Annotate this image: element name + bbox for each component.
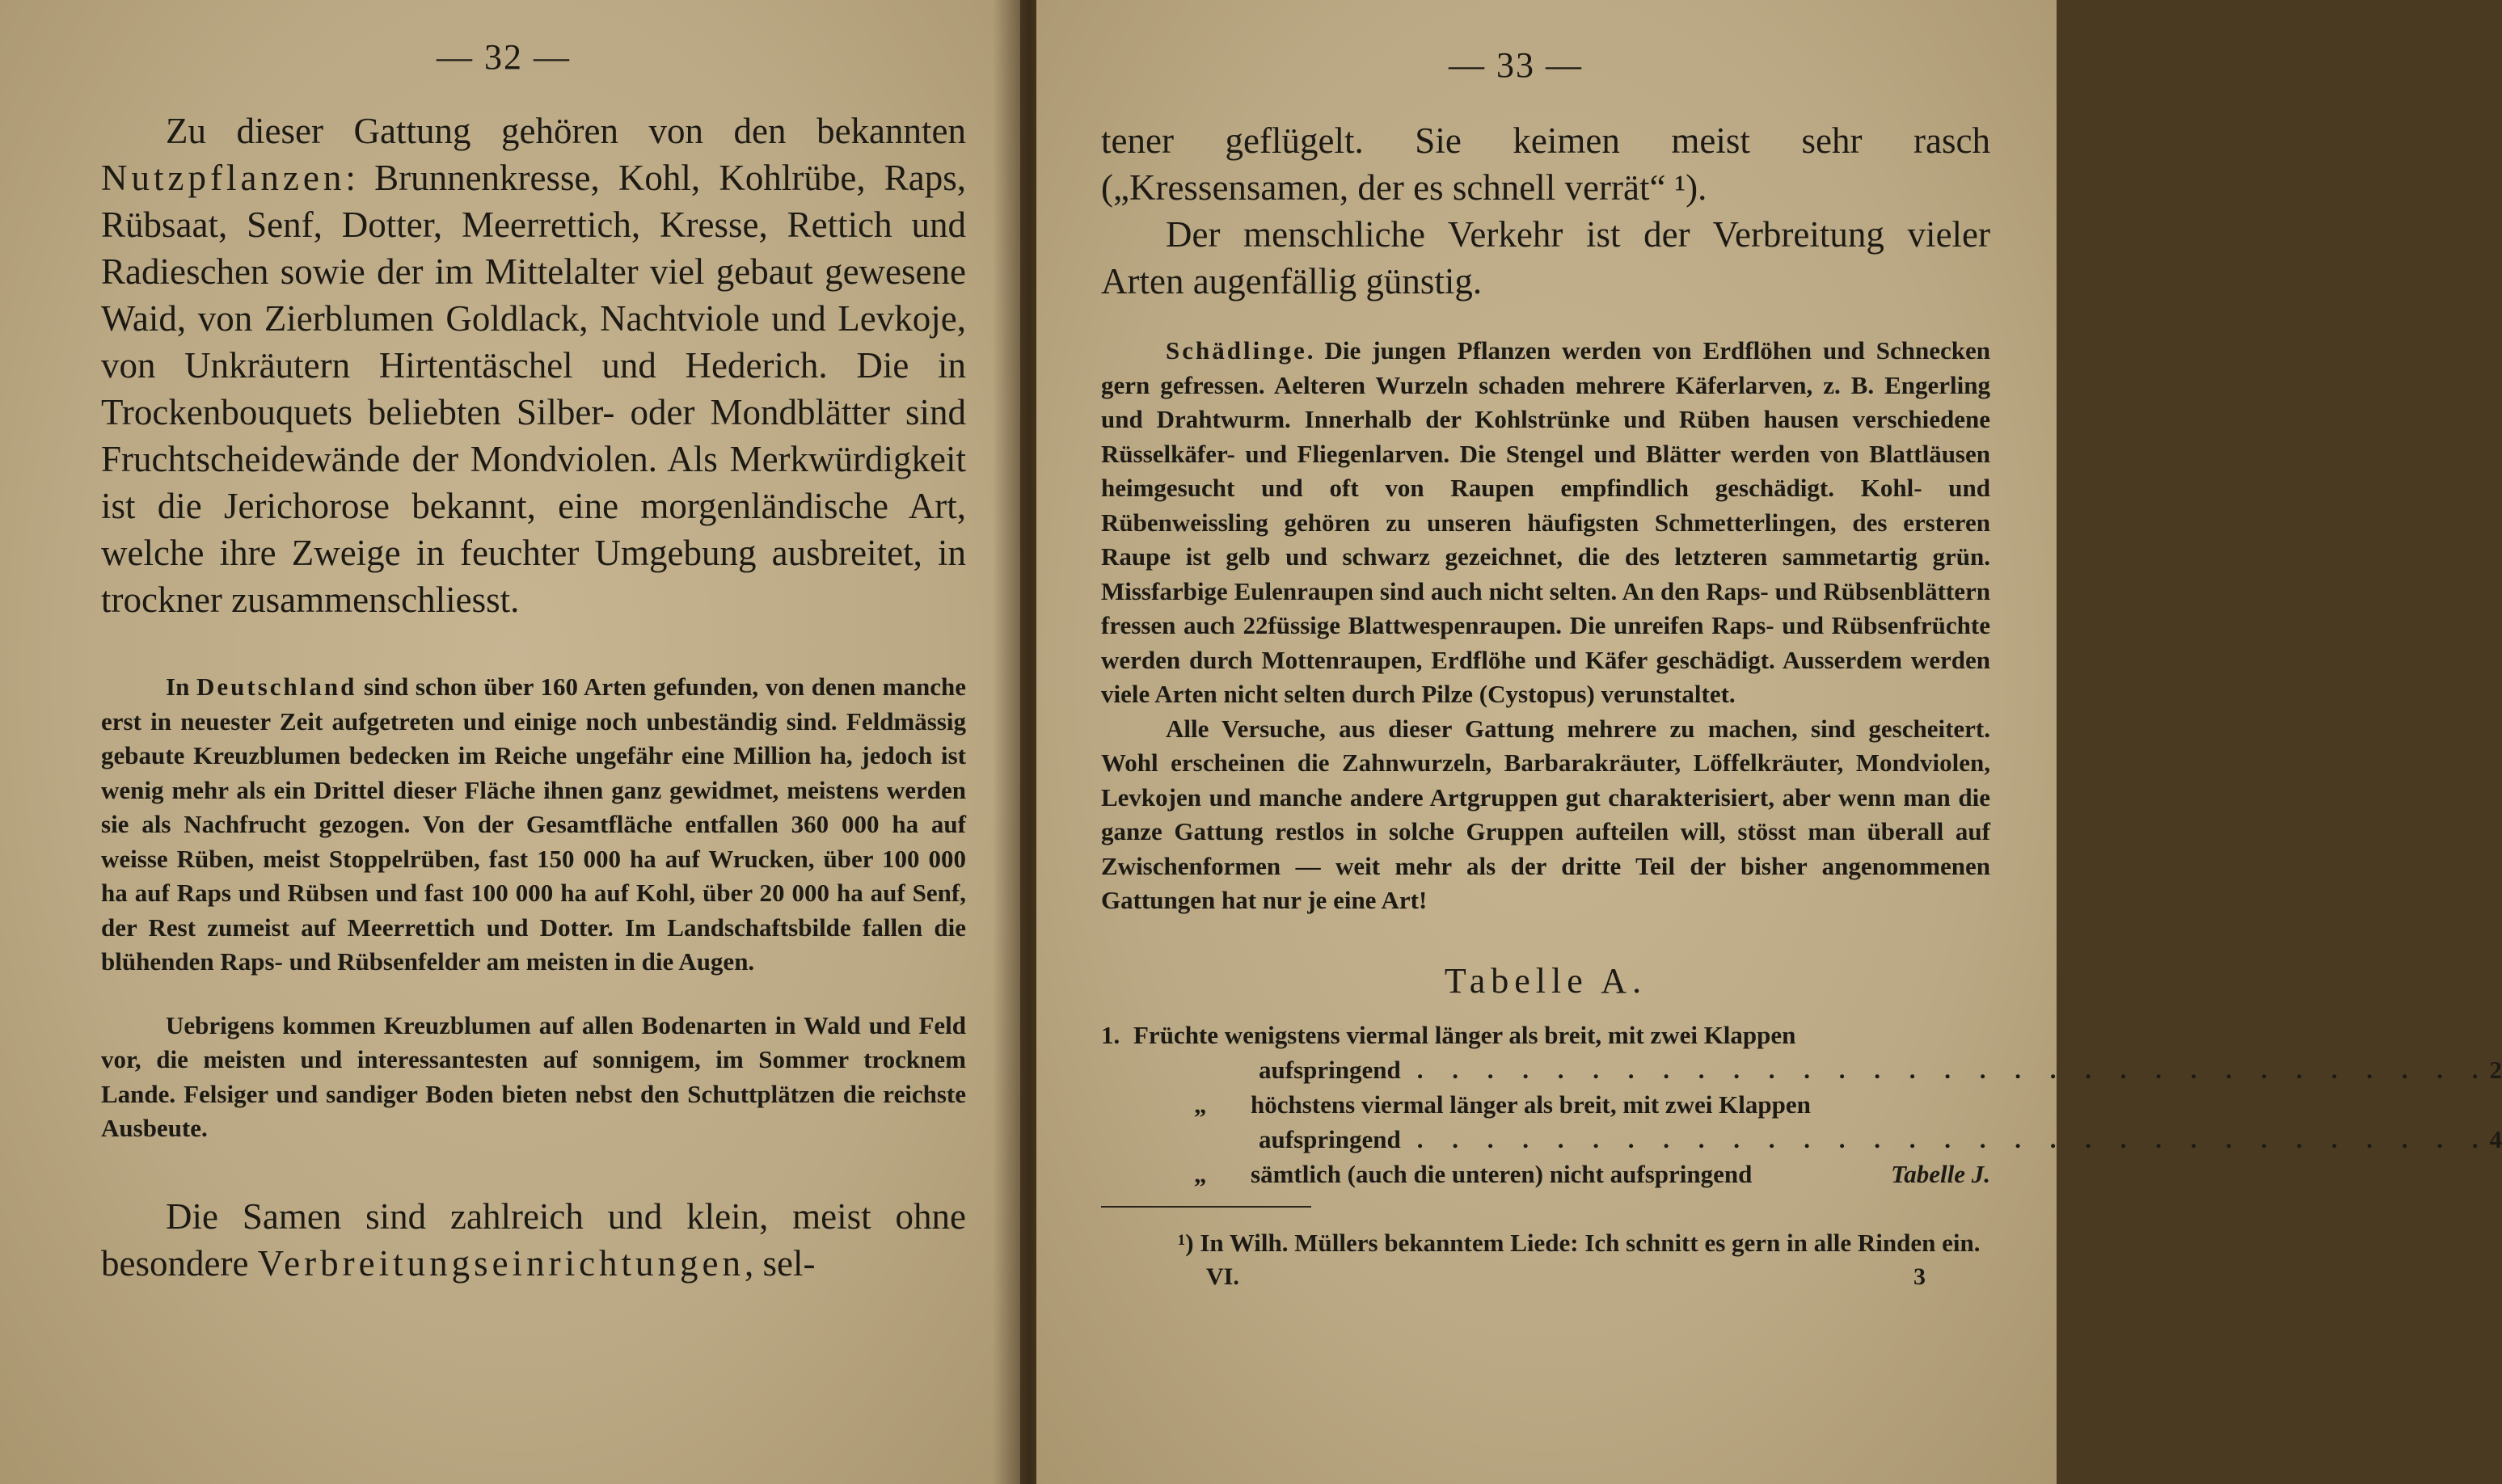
table-row-continuation — [1101, 1122, 2502, 1157]
paragraph-bodenarten: Uebrigens kommen Kreuzblumen auf allen Bodenarten in Wald und Feld vor, die meisten und interessantesten auf sonnigem, im Sommer trocknem Lande. Felsiger und sandiger Boden bieten nebst den Schuttplätzen die reichste Ausbeute. — [101, 1010, 966, 1142]
text-run: sind schon über 160 Arten gefunden, von denen manche erst in neuester Zeit aufgetreten und einige noch unbeständig sind. Feldmässig gebaute Kreuzblumen bedecken im Reiche ungefähr eine Million ha, jedoch ist wenig mehr als ein Drittel dieser Fläche ihnen ganz gewidmet, meistens werden sie als Nachfrucht gezogen. Von der Gesamtfläche entfallen 360 000 ha auf weisse Rüben, meist Stoppelrüben, fast 150 000 ha auf Wrucken, über 100 000 ha auf Raps und Rübsen und fast 100 000 ha auf Kohl, über 20 000 ha auf Senf, der Rest zumeist auf Meerrettich und Dotter. Im Landschaftsbilde fallen die blühenden Raps- und Rübsenfelder am meisten in die Augen. — [101, 672, 966, 976]
paragraph-samen — [101, 1193, 966, 1287]
right-page — [1036, 0, 2502, 1484]
paragraph-nutzpflanzen — [101, 108, 966, 623]
paragraph-versuche: Alle Versuche, aus dieser Gattung mehrere zu machen, sind gescheitert. Wohl erscheinen die Zahnwurzeln, Barbarakräuter, Löffelkräuter, Mondviolen, Levkojen und manche andere Artgruppen gut charakterisiert, aber wenn man die ganze Gattung restlos in solche Gruppen aufteilen will, stösst man überall auf Zwischenformen — weit mehr als der dritte Teil der bisher angenommenen Gattungen hat nur je eine Art! — [1101, 714, 1990, 914]
signature-line — [1101, 1263, 1990, 1291]
signature-mark: VI. — [1206, 1263, 1239, 1290]
table-row — [1101, 1157, 1990, 1191]
spaced-term: Deutschland — [196, 672, 357, 701]
key-table — [1101, 1018, 2502, 1191]
spaced-term: Nutzpflanzen — [101, 158, 346, 198]
text-run: . Die jungen Pflanzen werden von Erdflöhen und Schnecken gern gefressen. Aelteren Wurzeln schaden mehrere Käferlarven, z. B. Engerling und Drahtwurm. Innerhalb der Kohlstrünke und Rüben hausen verschiedene Rüsselkäfer- und Fliegenlarven. Die Stengel und Blätter werden von Blattläusen heimgesucht und oft von Raupen empfindlich geschädigt. Kohl- und Rübenweissling gehören zu unseren häufigsten Schmetterlingen, des ersteren Raupe ist gelb und schwarz gezeichnet, die des letzteren sammetartig grün. Missfarbige Eulenraupen sind auch nicht selten. An den Raps- und Rübsenblättern fressen auch 22füssige Blattwespenraupen. Die unreifen Raps- und Rübsenfrüchte werden durch Mottenraupen, Erdflöhe und Käfer geschädigt. Ausserdem werden viele Arten nicht selten durch Pilze (Cystopus) verunstaltet. — [1101, 336, 1990, 708]
spaced-term: Schädlinge — [1166, 336, 1307, 365]
table-row-continuation — [1101, 1052, 2502, 1087]
text-run: Die Samen sind zahlreich und klein, meist ohne besondere — [101, 1195, 966, 1284]
dot-leader: . . . . . . . . . . . . . . . . . . . . . . . . . . . . . . . — [1416, 1055, 2490, 1084]
text-run: In — [166, 672, 196, 701]
table-heading: Tabelle A. — [1444, 960, 1648, 1001]
row-text: sämtlich (auch die unteren) nicht aufspringend — [1251, 1159, 1753, 1188]
sheet-number: 3 — [1913, 1263, 1926, 1290]
ditto-mark: „ — [1194, 1159, 1207, 1188]
paragraph-keimen: tener geflügelt. Sie keimen meist sehr rasch („Kressensamen, der es schnell verrät“ ¹). — [1101, 120, 1990, 208]
row-text: höchstens viermal länger als breit, mit zwei Klappen — [1251, 1090, 1811, 1119]
left-page-body — [101, 108, 966, 1287]
paragraph-verkehr: Der menschliche Verkehr ist der Verbreitung vieler Arten augenfällig günstig. — [1101, 214, 1990, 301]
page-number-right: — 33 — — [1449, 45, 1583, 85]
text-run: Zu dieser Gattung gehören von den bekannten — [166, 111, 966, 151]
row-continuation: aufspringend — [1259, 1055, 1401, 1084]
row-reference: Tabelle J. — [1891, 1159, 1990, 1188]
ditto-mark: „ — [1194, 1090, 1207, 1119]
left-page — [0, 0, 1020, 1484]
page-number-left: — 32 — — [437, 37, 571, 77]
text-run: : Brunnenkresse, Kohl, Kohlrübe, Raps, Rübsaat, Senf, Dotter, Meerrettich, Kresse, Rettich und Radieschen sowie der im Mittelalter viel gebaut gewesene Waid, von Zierblumen Goldlack, Nachtviole und Levkoje, von Unkräutern Hirtentäschel und Hederich. Die in Trockenbouquets beliebten Silber- oder Mondblätter sind Fruchtscheidewände der Mondviolen. Als Merkwürdigkeit ist die Jerichorose bekannt, eine morgenländische Art, welche ihre Zweige in feuchter Umgebung ausbreitet, in trockner zusammenschliesst. — [101, 158, 966, 620]
paragraph-schaedlinge — [1101, 334, 1990, 712]
text-run: , sel- — [745, 1242, 816, 1284]
paragraph-deutschland — [101, 670, 966, 980]
footnote: ¹) In Wilh. Müllers bekanntem Liede: Ich schnitt es gern in alle Rinden ein. — [1178, 1228, 1981, 1257]
row-reference: 2 — [2489, 1055, 2502, 1084]
table-row — [1101, 1018, 1990, 1052]
dot-leader: . . . . . . . . . . . . . . . . . . . . . . . . . . . . . . . — [1416, 1124, 2490, 1153]
table-row — [1101, 1087, 1990, 1122]
right-page-body — [1101, 117, 2502, 1291]
row-text: Früchte wenigstens viermal länger als breit, mit zwei Klappen — [1133, 1020, 1796, 1049]
row-number: 1. — [1101, 1020, 1120, 1049]
spaced-term: Verbreitungseinrichtungen — [257, 1242, 745, 1284]
footnote-rule — [1101, 1206, 1311, 1208]
row-continuation: aufspringend — [1259, 1124, 1401, 1153]
row-reference: 4 — [2489, 1124, 2502, 1153]
